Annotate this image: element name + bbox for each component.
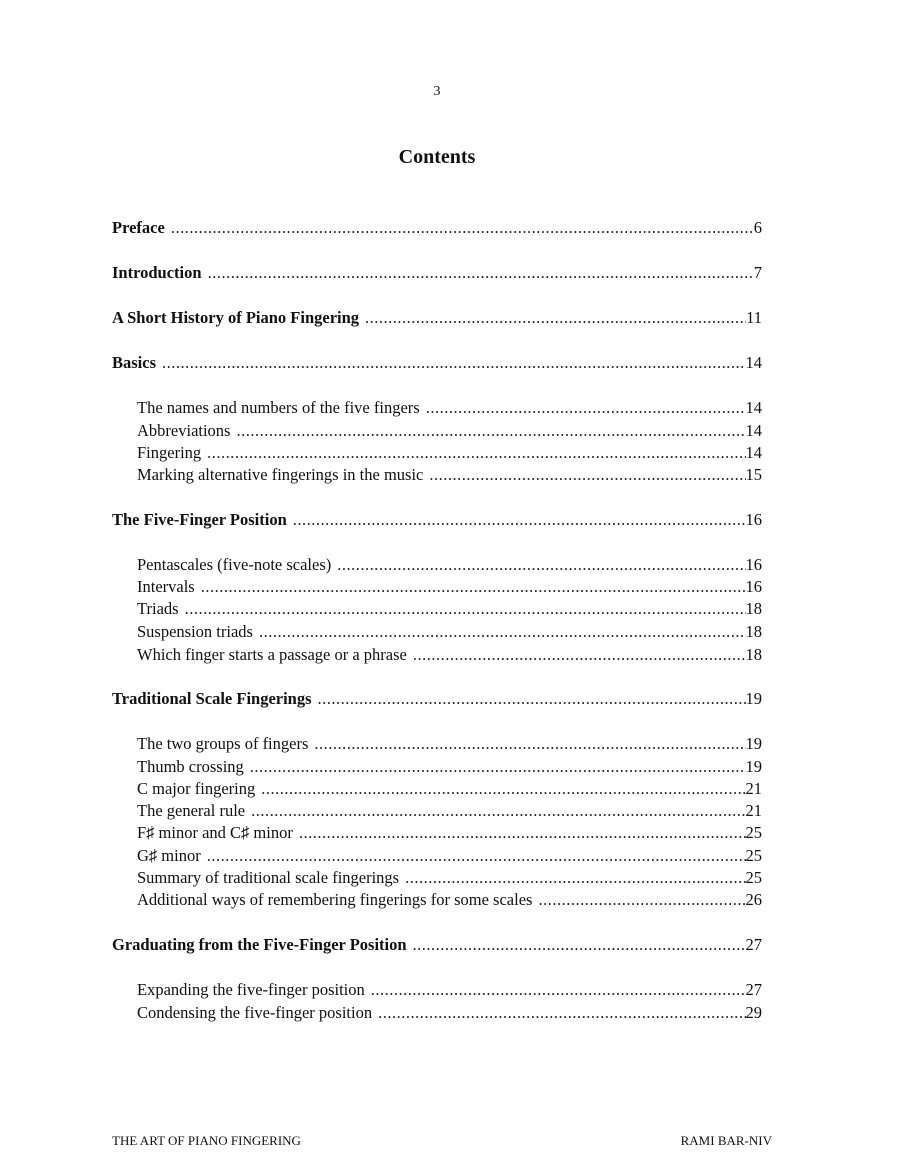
- toc-entry-abbreviations[interactable]: [137, 421, 762, 441]
- toc-label: The names and numbers of the five fingers: [137, 398, 420, 417]
- toc-entry-history[interactable]: [112, 308, 762, 328]
- toc-leader: [251, 801, 745, 821]
- toc-entry-additional-ways[interactable]: [137, 890, 762, 910]
- toc-entry-graduating[interactable]: [112, 935, 762, 955]
- toc-page: 29: [745, 1003, 762, 1022]
- toc-leader: [413, 645, 746, 665]
- toc-entry-intervals[interactable]: [137, 577, 762, 597]
- toc-page: 16: [745, 510, 762, 529]
- toc-label: Abbreviations: [137, 421, 231, 440]
- toc-leader: [201, 577, 746, 597]
- toc-page: 26: [745, 890, 762, 909]
- toc-entry-expanding[interactable]: [137, 980, 762, 1000]
- toc-entry-which-finger[interactable]: [137, 645, 762, 665]
- toc-leader: [318, 689, 746, 709]
- toc-page: 21: [745, 801, 762, 820]
- toc-label: Basics: [112, 353, 157, 372]
- toc-page: 14: [745, 353, 762, 372]
- toc-leader: [405, 868, 745, 888]
- toc-entry-triads[interactable]: [137, 599, 762, 619]
- toc-entry-general-rule[interactable]: [137, 801, 762, 821]
- toc-label: Expanding the five-finger position: [137, 980, 365, 999]
- toc-entry-marking[interactable]: [137, 465, 762, 485]
- toc-page: 18: [745, 599, 762, 618]
- toc-label: Introduction: [112, 263, 202, 282]
- page-title: Contents: [398, 146, 476, 168]
- toc-label: G♯ minor: [137, 846, 201, 865]
- toc-label: Preface: [112, 218, 165, 237]
- toc-entry-f-sharp-c-sharp-minor[interactable]: [137, 823, 762, 843]
- toc-label: F♯ minor and C♯ minor: [137, 823, 293, 842]
- toc-label: C major fingering: [137, 779, 256, 798]
- toc-entry-c-major[interactable]: [137, 779, 762, 799]
- toc-entry-g-sharp-minor[interactable]: [137, 846, 762, 866]
- toc-entry-two-groups[interactable]: [137, 734, 762, 754]
- toc-label: The general rule: [137, 801, 246, 820]
- toc-entry-condensing[interactable]: [137, 1003, 762, 1023]
- toc-entry-introduction[interactable]: [112, 263, 762, 283]
- footer-book-title: THE ART OF PIANO FINGERING: [112, 1133, 301, 1148]
- toc-page: 16: [745, 555, 762, 574]
- footer-author: RAMI BAR-NIV: [680, 1133, 772, 1148]
- toc-leader: [259, 622, 746, 642]
- toc-label: Marking alternative fingerings in the music: [137, 465, 424, 484]
- toc-page: 19: [745, 734, 762, 753]
- toc-label: Graduating from the Five-Finger Position: [112, 935, 407, 954]
- toc-entry-fingering[interactable]: [137, 443, 762, 463]
- toc-page: 14: [745, 421, 762, 440]
- toc-entry-thumb-crossing[interactable]: [137, 757, 762, 777]
- toc-leader: [261, 779, 745, 799]
- toc-entry-preface[interactable]: [112, 218, 762, 238]
- toc-page: 25: [745, 868, 762, 887]
- page-number: 3: [433, 84, 441, 99]
- toc-entry-finger-names[interactable]: [137, 398, 762, 418]
- toc-page: 14: [745, 443, 762, 462]
- toc-leader: [337, 555, 745, 575]
- toc-page: 18: [745, 622, 762, 641]
- toc-leader: [538, 890, 745, 910]
- toc-page: 19: [745, 689, 762, 708]
- toc-label: Traditional Scale Fingerings: [112, 689, 312, 708]
- toc-leader: [314, 734, 745, 754]
- toc-label: Additional ways of remembering fingerings for some scales: [137, 890, 533, 909]
- toc-leader: [429, 465, 745, 485]
- toc-page: 25: [745, 823, 762, 842]
- toc-leader: [171, 218, 754, 238]
- toc-page: 11: [746, 308, 762, 327]
- toc-leader: [208, 263, 754, 283]
- toc-entry-suspension-triads[interactable]: [137, 622, 762, 642]
- toc-label: Summary of traditional scale fingerings: [137, 868, 400, 887]
- toc-page: 18: [745, 645, 762, 664]
- toc-label: Suspension triads: [137, 622, 253, 641]
- toc-label: A Short History of Piano Fingering: [112, 308, 360, 327]
- toc-leader: [250, 757, 746, 777]
- toc-label: Triads: [137, 599, 179, 618]
- toc-entry-basics[interactable]: [112, 353, 762, 373]
- toc-page: 7: [753, 263, 762, 282]
- toc-page: 27: [745, 935, 762, 954]
- toc-leader: [299, 823, 746, 843]
- toc-leader: [413, 935, 746, 955]
- toc-page: 15: [745, 465, 762, 484]
- toc-page: 16: [745, 577, 762, 596]
- toc-entry-traditional-scale-fingerings[interactable]: [112, 689, 762, 709]
- toc-page: 19: [745, 757, 762, 776]
- toc-label: Pentascales (five-note scales): [137, 555, 332, 574]
- toc-leader: [207, 443, 745, 463]
- toc-leader: [378, 1003, 745, 1023]
- toc-page: 21: [745, 779, 762, 798]
- toc-label: Intervals: [137, 577, 195, 596]
- toc-entry-pentascales[interactable]: [137, 555, 762, 575]
- toc-entry-summary[interactable]: [137, 868, 762, 888]
- toc-leader: [371, 980, 746, 1000]
- toc-page: 14: [745, 398, 762, 417]
- toc-page: 6: [753, 218, 762, 237]
- toc-label: Thumb crossing: [137, 757, 244, 776]
- toc-leader: [162, 353, 745, 373]
- toc-page: 27: [745, 980, 762, 999]
- toc-leader: [185, 599, 746, 619]
- toc-label: The Five-Finger Position: [112, 510, 287, 529]
- toc-leader: [293, 510, 746, 530]
- toc-leader: [365, 308, 746, 328]
- toc-leader: [236, 421, 745, 441]
- toc-leader: [207, 846, 746, 866]
- toc-label: Fingering: [137, 443, 202, 462]
- toc-label: Condensing the five-finger position: [137, 1003, 373, 1022]
- toc-label: The two groups of fingers: [137, 734, 309, 753]
- toc-entry-five-finger-position[interactable]: [112, 510, 762, 530]
- toc-label: Which finger starts a passage or a phrase: [137, 645, 407, 664]
- toc-leader: [426, 398, 746, 418]
- toc-page: 25: [745, 846, 762, 865]
